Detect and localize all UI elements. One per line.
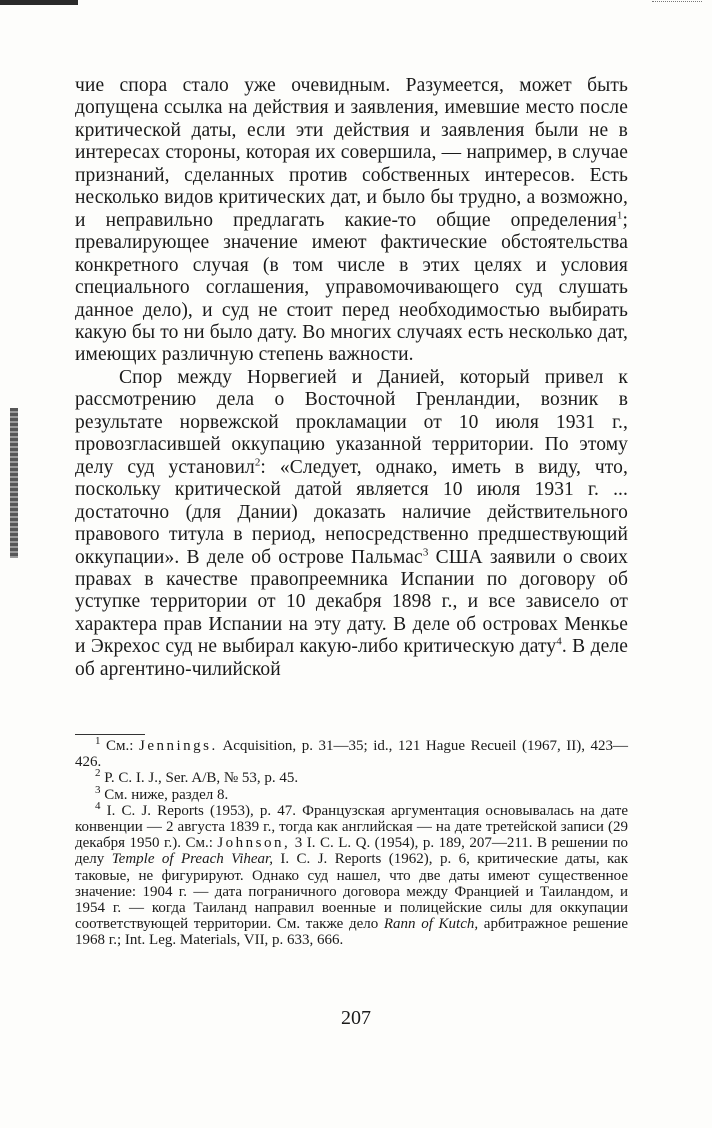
footnotes <box>75 735 629 949</box>
footnote-4-author: Johnson, <box>217 835 291 852</box>
footnote-1-number: 1 <box>95 735 101 747</box>
paragraph-2-text-c: США заявили о своих правах в качестве правопреемника Испании по договору об уступке территории от 10 декабря 1898 г., и все зависело от характера прав Испании на эту дату. В деле об островах Менкье и Экрехос суд не выбирал какую-либо критическую дату <box>75 546 628 658</box>
footnote-divider <box>75 734 145 735</box>
footnote-ref-4[interactable]: 4 <box>556 635 562 648</box>
footnote-4-case-rann: Rann of Kutch, <box>383 916 479 933</box>
paragraph-2 <box>75 367 628 681</box>
footnote-4-text-b: 3 I. C. L. Q. (1954), p. 189, 207—211. В решении по делу <box>75 835 628 868</box>
paragraph-2-text-a: Спор между Норвегией и Данией, который привел к рассмотрению дела о Восточной Гренландии, возник в результате норвежской прокламации от 10 июля 1931 г., провозгласившей оккупацию указанной территории. По этому делу суд установил <box>75 366 628 478</box>
page-number: 207 <box>341 1007 371 1029</box>
footnote-ref-2[interactable]: 2 <box>254 456 261 469</box>
page-top-mark <box>0 0 78 5</box>
footnote-4-text-c: I. C. J. Reports (1962), p. 6, критические даты, как таковые, не фигурируют. Однако суд нашел, что две даты имеют существенное значение: 1904 г. — дата пограничного договора между Францией и Таиландом, и 1954 г. — когда Таиланд направил военные и полицейские силы для оккупации соответствующей территории. См. также дело <box>75 851 629 933</box>
main-text <box>75 75 628 681</box>
paragraph-2-text-d: . В деле об аргентино-чилийской <box>75 636 628 680</box>
footnote-4-case-temple: Temple of Preach Vihear, <box>111 851 273 868</box>
footnote-4-text-d: арбитражное решение 1968 г.; Int. Leg. Materials, VII, p. 633, 666. <box>75 916 628 949</box>
footnote-4-number: 4 <box>95 799 101 812</box>
footnote-1-author: Jennings. <box>138 738 218 754</box>
paragraph-1-text-a: чие спора стало уже очевидным. Разумеется, может быть допущена ссылка на действия и заявления, имевшие место после критической даты, если эти действия и заявления были не в интересах стороны, которая их совершила, — например, в случае признаний, сделанных против собственных интересов. Есть несколько видов критических дат, и было бы трудно, а возможно, и неправильно предлагать какие-то общие определения <box>75 75 628 231</box>
footnote-1-text-b: Acquisition, p. 31—35; id., 121 Hague Recueil (1967, II), 423—426. <box>75 738 628 771</box>
footnote-4 <box>75 799 629 949</box>
paragraph-1-text-b: ; превалирующее значение имеют фактические обстоятельства конкретного случая (в том числе в этих целях и условия специального соглашения, управомочивающего суд слушать данное дело), и суд не стоит перед необходимостью выбирать какую бы то ни было дату. Во многих случаях есть несколько дат, имеющих различную степень важности. <box>75 209 628 366</box>
paragraph-2-text-b: : «Следует, однако, иметь в виду, что, поскольку критической датой является 10 июля 1931 г. ... достаточно (для Дании) доказать наличие действительного правового титула в период, непосредственно предшествующий оккупации». В деле об острове Пальмас <box>75 456 628 568</box>
footnote-3 <box>75 783 628 803</box>
footnote-ref-3[interactable]: 3 <box>422 546 429 559</box>
footnote-1 <box>75 735 628 771</box>
footnote-2-number: 2 <box>95 767 101 780</box>
page-top-dots <box>652 1 702 3</box>
footnote-1-text-a: См.: <box>106 738 139 754</box>
footnote-2 <box>75 767 628 787</box>
footnote-4-text-a: I. C. J. Reports (1953), p. 47. Французская аргументация основывалась на дате конвенции — 2 августа 1839 г., тогда как английская — на дате третейской записи (29 декабря 1950 г.). См.: <box>75 802 629 852</box>
footnote-2-text: P. C. I. J., Ser. A/B, № 53, p. 45. <box>104 770 299 787</box>
footnote-ref-1[interactable]: 1 <box>616 209 623 222</box>
footnote-3-number: 3 <box>95 783 101 796</box>
footnote-3-text: См. ниже, раздел 8. <box>104 786 229 803</box>
paragraph-1 <box>75 75 628 367</box>
binding-mark <box>10 408 18 558</box>
